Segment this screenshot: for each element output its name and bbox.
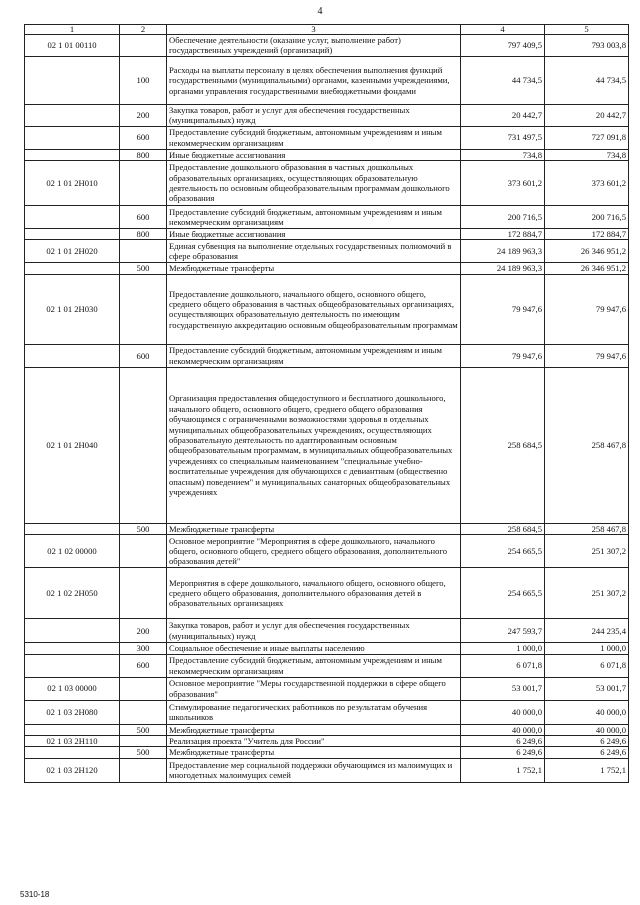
cell-target-code <box>25 56 120 104</box>
cell-name: Стимулирование педагогических работников по результатам обучения школьников <box>167 700 461 724</box>
cell-amount-year-1: 6 249,6 <box>461 747 545 758</box>
cell-amount-year-2: 793 003,8 <box>545 35 629 57</box>
cell-amount-year-1: 731 497,5 <box>461 126 545 149</box>
table-row <box>25 535 629 568</box>
page-number: 4 <box>317 6 323 17</box>
cell-expense-type <box>120 367 167 523</box>
table-row <box>25 149 629 160</box>
cell-amount-year-2: 6 249,6 <box>545 736 629 747</box>
cell-expense-type: 600 <box>120 344 167 367</box>
cell-amount-year-1: 24 189 963,3 <box>461 263 545 274</box>
column-header: 2 <box>120 25 167 35</box>
cell-expense-type <box>120 240 167 263</box>
cell-name: Предоставление субсидий бюджетным, автономным учреждениям и иным некоммерческим организациям <box>167 126 461 149</box>
cell-expense-type: 600 <box>120 654 167 677</box>
cell-amount-year-1: 373 601,2 <box>461 161 545 206</box>
table-row <box>25 35 629 57</box>
cell-expense-type <box>120 677 167 700</box>
cell-amount-year-2: 44 734,5 <box>545 56 629 104</box>
cell-amount-year-2: 244 235,4 <box>545 619 629 643</box>
cell-expense-type: 500 <box>120 747 167 758</box>
cell-target-code <box>25 747 120 758</box>
table-row <box>25 654 629 677</box>
cell-expense-type: 100 <box>120 56 167 104</box>
cell-name: Предоставление субсидий бюджетным, автономным учреждениям и иным некоммерческим организациям <box>167 344 461 367</box>
cell-name: Предоставление дошкольного, начального общего, основного общего, среднего общего образования в частных общеобразовательных организациях, осуществляющих образовательную деятельность по имеющим государственную аккредитацию основным общеобразовательным программам <box>167 274 461 344</box>
cell-amount-year-1: 254 665,5 <box>461 568 545 619</box>
cell-expense-type <box>120 35 167 57</box>
table-row <box>25 736 629 747</box>
cell-amount-year-2: 258 467,8 <box>545 523 629 534</box>
cell-name: Реализация проекта "Учитель для России" <box>167 736 461 747</box>
cell-amount-year-1: 1 000,0 <box>461 643 545 654</box>
cell-amount-year-2: 251 307,2 <box>545 568 629 619</box>
column-header: 4 <box>461 25 545 35</box>
cell-amount-year-1: 53 001,7 <box>461 677 545 700</box>
cell-amount-year-2: 373 601,2 <box>545 161 629 206</box>
cell-amount-year-2: 26 346 951,2 <box>545 240 629 263</box>
cell-target-code <box>25 206 120 229</box>
cell-target-code <box>25 654 120 677</box>
cell-amount-year-1: 797 409,5 <box>461 35 545 57</box>
column-header: 1 <box>25 25 120 35</box>
table-row <box>25 568 629 619</box>
table-row <box>25 643 629 654</box>
cell-amount-year-2: 200 716,5 <box>545 206 629 229</box>
cell-expense-type <box>120 161 167 206</box>
cell-amount-year-1: 1 752,1 <box>461 758 545 782</box>
cell-name: Иные бюджетные ассигнования <box>167 229 461 240</box>
table-row <box>25 206 629 229</box>
table-row <box>25 161 629 206</box>
cell-amount-year-1: 200 716,5 <box>461 206 545 229</box>
cell-target-code <box>25 149 120 160</box>
cell-amount-year-2: 20 442,7 <box>545 104 629 126</box>
table-row <box>25 758 629 782</box>
cell-expense-type: 600 <box>120 206 167 229</box>
cell-name: Основное мероприятие "Мероприятия в сфере дошкольного, начального общего, основного общего, среднего общего образования, дополнительного образования детей" <box>167 535 461 568</box>
table-row <box>25 104 629 126</box>
cell-target-code: 02 1 01 00110 <box>25 35 120 57</box>
cell-amount-year-1: 79 947,6 <box>461 344 545 367</box>
cell-expense-type: 300 <box>120 643 167 654</box>
table-row <box>25 523 629 534</box>
cell-amount-year-1: 79 947,6 <box>461 274 545 344</box>
cell-amount-year-2: 40 000,0 <box>545 724 629 735</box>
cell-target-code: 02 1 01 2Н020 <box>25 240 120 263</box>
cell-amount-year-2: 26 346 951,2 <box>545 263 629 274</box>
cell-expense-type: 200 <box>120 104 167 126</box>
cell-amount-year-2: 734,8 <box>545 149 629 160</box>
document-code: 5310-18 <box>20 890 50 899</box>
table-header-row <box>25 25 629 35</box>
cell-amount-year-1: 40 000,0 <box>461 700 545 724</box>
column-header: 5 <box>545 25 629 35</box>
cell-amount-year-1: 254 665,5 <box>461 535 545 568</box>
cell-name: Межбюджетные трансферты <box>167 263 461 274</box>
cell-target-code: 02 1 03 2Н110 <box>25 736 120 747</box>
cell-amount-year-1: 247 593,7 <box>461 619 545 643</box>
cell-amount-year-2: 6 249,6 <box>545 747 629 758</box>
cell-expense-type: 500 <box>120 523 167 534</box>
cell-name: Предоставление мер социальной поддержки обучающимся из малоимущих и многодетных малоимущих семей <box>167 758 461 782</box>
cell-amount-year-1: 258 684,5 <box>461 523 545 534</box>
cell-target-code: 02 1 01 2Н010 <box>25 161 120 206</box>
cell-expense-type <box>120 758 167 782</box>
cell-target-code: 02 1 02 00000 <box>25 535 120 568</box>
cell-amount-year-2: 1 000,0 <box>545 643 629 654</box>
cell-amount-year-1: 258 684,5 <box>461 367 545 523</box>
cell-target-code <box>25 619 120 643</box>
cell-expense-type: 500 <box>120 724 167 735</box>
table-row <box>25 344 629 367</box>
cell-amount-year-2: 251 307,2 <box>545 535 629 568</box>
cell-amount-year-1: 24 189 963,3 <box>461 240 545 263</box>
table-row <box>25 724 629 735</box>
cell-name: Расходы на выплаты персоналу в целях обеспечения выполнения функций государственными (муниципальными) органами, казенными учреждениями, органами управления государственными внебюджетными фондами <box>167 56 461 104</box>
cell-amount-year-2: 172 884,7 <box>545 229 629 240</box>
cell-target-code <box>25 643 120 654</box>
cell-target-code: 02 1 02 2Н050 <box>25 568 120 619</box>
table-row <box>25 274 629 344</box>
table-row <box>25 677 629 700</box>
cell-amount-year-2: 6 071,8 <box>545 654 629 677</box>
table-row <box>25 56 629 104</box>
cell-amount-year-1: 20 442,7 <box>461 104 545 126</box>
cell-amount-year-2: 1 752,1 <box>545 758 629 782</box>
cell-name: Предоставление дошкольного образования в частных дошкольных образовательных организациях, осуществляющих образовательную деятельность по основным общеобразовательным программам дошкольного образования <box>167 161 461 206</box>
cell-target-code <box>25 523 120 534</box>
cell-expense-type: 600 <box>120 126 167 149</box>
cell-target-code <box>25 126 120 149</box>
cell-target-code: 02 1 01 2Н030 <box>25 274 120 344</box>
cell-amount-year-1: 44 734,5 <box>461 56 545 104</box>
cell-amount-year-1: 40 000,0 <box>461 724 545 735</box>
table-row <box>25 619 629 643</box>
cell-target-code: 02 1 03 2Н080 <box>25 700 120 724</box>
cell-target-code <box>25 344 120 367</box>
cell-expense-type <box>120 568 167 619</box>
cell-expense-type <box>120 700 167 724</box>
cell-name: Закупка товаров, работ и услуг для обеспечения государственных (муниципальных) нужд <box>167 104 461 126</box>
cell-amount-year-2: 40 000,0 <box>545 700 629 724</box>
cell-name: Организация предоставления общедоступного и бесплатного дошкольного, начального общего, основного общего, среднего общего образования обучающимся с ограниченными возможностями здоровья в отдельных муниципальных общеобразовательных учреждениях, осуществляющих образовательную деятельность по адаптированным основным общеобразовательным программам, в муниципальных общеобразовательных учреждениях со специальным наименованием "специальные учебно-воспитательные учреждения для обучающихся с девиантным (общественно опасным) поведением" и муниципальных санаторных общеобразовательных учреждениях <box>167 367 461 523</box>
table-row <box>25 263 629 274</box>
column-header: 3 <box>167 25 461 35</box>
cell-name: Единая субвенция на выполнение отдельных государственных полномочий в сфере образования <box>167 240 461 263</box>
cell-amount-year-2: 79 947,6 <box>545 274 629 344</box>
table-row <box>25 700 629 724</box>
cell-target-code <box>25 263 120 274</box>
cell-expense-type: 800 <box>120 229 167 240</box>
cell-name: Предоставление субсидий бюджетным, автономным учреждениям и иным некоммерческим организациям <box>167 654 461 677</box>
cell-expense-type <box>120 736 167 747</box>
cell-name: Мероприятия в сфере дошкольного, начального общего, основного общего, среднего общего образования, дополнительного образования детей в образовательных организациях <box>167 568 461 619</box>
table-row <box>25 367 629 523</box>
cell-target-code: 02 1 03 00000 <box>25 677 120 700</box>
cell-amount-year-2: 258 467,8 <box>545 367 629 523</box>
cell-name: Межбюджетные трансферты <box>167 747 461 758</box>
cell-name: Закупка товаров, работ и услуг для обеспечения государственных (муниципальных) нужд <box>167 619 461 643</box>
cell-amount-year-1: 734,8 <box>461 149 545 160</box>
table-row <box>25 747 629 758</box>
cell-target-code <box>25 724 120 735</box>
cell-name: Межбюджетные трансферты <box>167 523 461 534</box>
cell-name: Межбюджетные трансферты <box>167 724 461 735</box>
cell-amount-year-1: 172 884,7 <box>461 229 545 240</box>
cell-amount-year-2: 79 947,6 <box>545 344 629 367</box>
cell-amount-year-1: 6 071,8 <box>461 654 545 677</box>
cell-name: Предоставление субсидий бюджетным, автономным учреждениям и иным некоммерческим организациям <box>167 206 461 229</box>
table-row <box>25 240 629 263</box>
table-body <box>25 35 629 783</box>
cell-expense-type: 500 <box>120 263 167 274</box>
cell-expense-type <box>120 274 167 344</box>
table-row <box>25 126 629 149</box>
cell-expense-type <box>120 535 167 568</box>
cell-name: Обеспечение деятельности (оказание услуг, выполнение работ) государственных учреждений (организаций) <box>167 35 461 57</box>
cell-amount-year-2: 53 001,7 <box>545 677 629 700</box>
cell-target-code: 02 1 03 2Н120 <box>25 758 120 782</box>
budget-table <box>24 24 629 783</box>
cell-amount-year-1: 6 249,6 <box>461 736 545 747</box>
table-row <box>25 229 629 240</box>
cell-expense-type: 800 <box>120 149 167 160</box>
cell-amount-year-2: 727 091,8 <box>545 126 629 149</box>
cell-name: Основное мероприятие "Меры государственной поддержки в сфере общего образования" <box>167 677 461 700</box>
cell-name: Социальное обеспечение и иные выплаты населению <box>167 643 461 654</box>
cell-expense-type: 200 <box>120 619 167 643</box>
cell-target-code: 02 1 01 2Н040 <box>25 367 120 523</box>
cell-target-code <box>25 104 120 126</box>
cell-name: Иные бюджетные ассигнования <box>167 149 461 160</box>
cell-target-code <box>25 229 120 240</box>
